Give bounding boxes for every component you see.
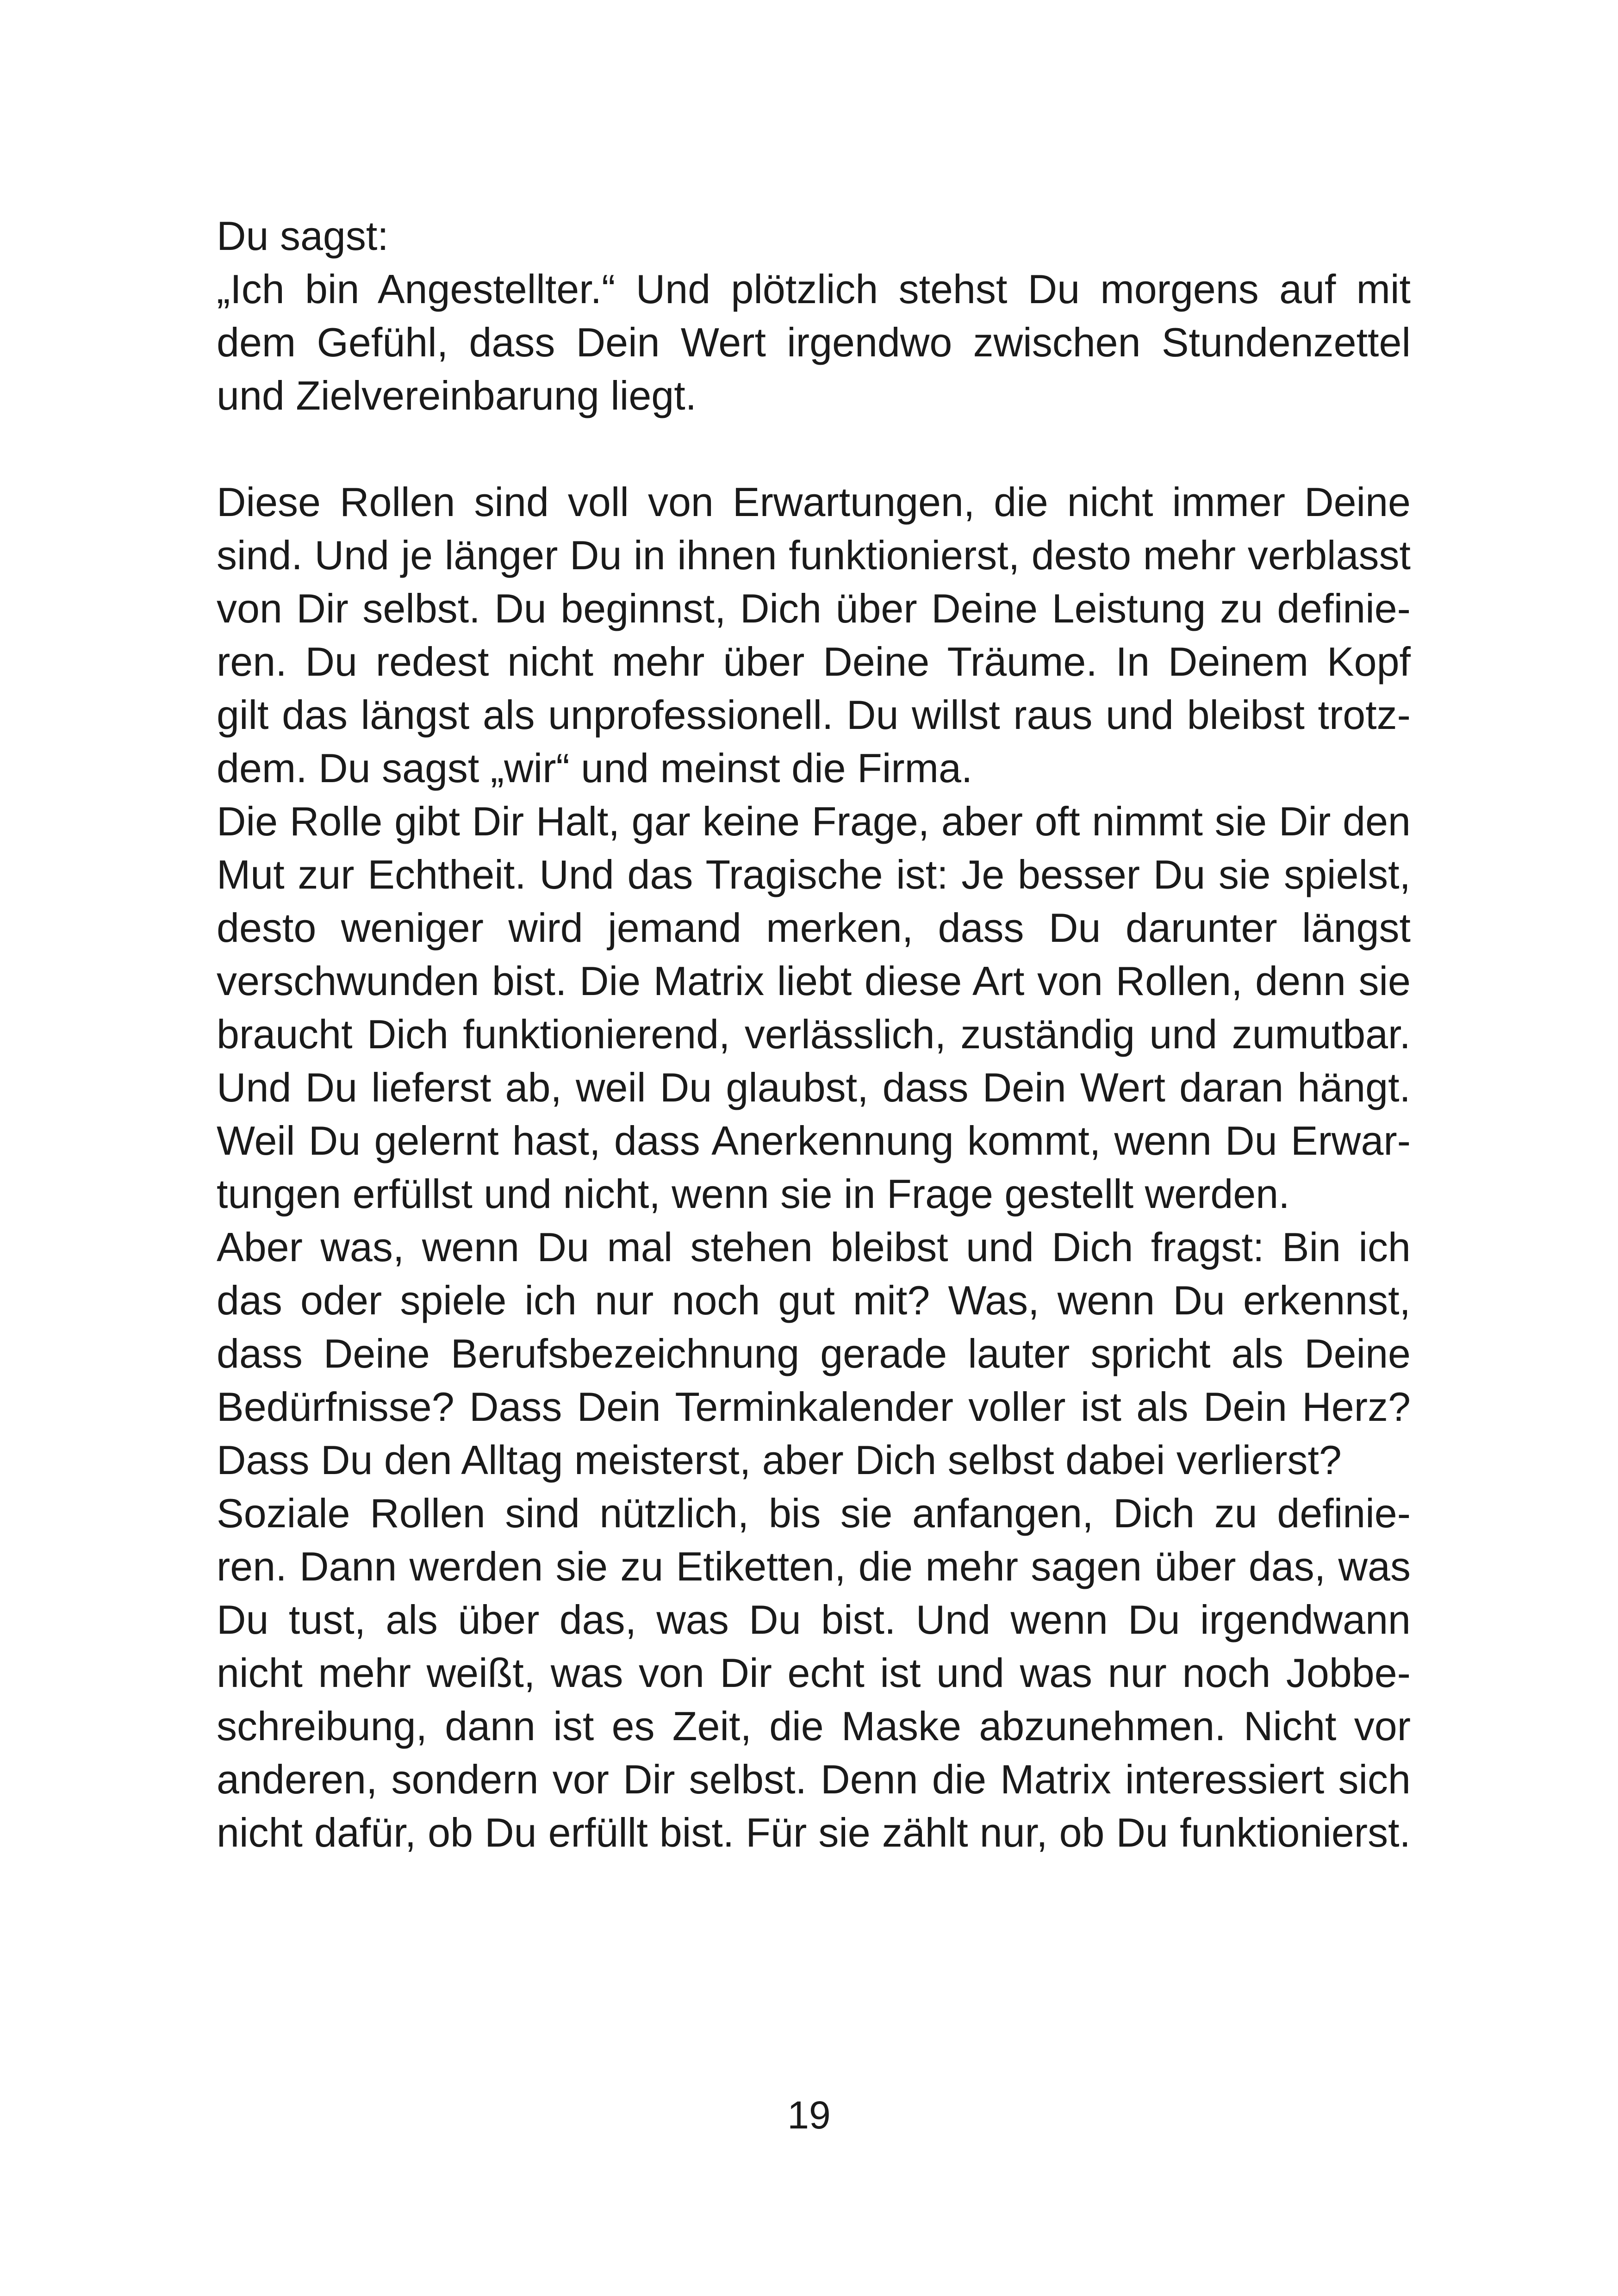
text-line: Diese Rollen sind voll von Erwartungen, die nicht immer Deine bbox=[217, 479, 1411, 525]
text-line: anderen, sondern vor Dir selbst. Denn die Matrix interessiert sich bbox=[217, 1756, 1411, 1802]
text-line: dass Deine Berufsbezeichnung gerade lauter spricht als Deine bbox=[217, 1331, 1411, 1376]
text-line: sind. Und je länger Du in ihnen funktionierst, desto mehr verblasst bbox=[217, 532, 1411, 578]
text-line: ren. Dann werden sie zu Etiketten, die mehr sagen über das, was bbox=[217, 1543, 1411, 1589]
paragraph-gap bbox=[217, 422, 1411, 475]
text-line: gilt das längst als unprofessionell. Du willst raus und bleibst trotz- bbox=[217, 692, 1411, 738]
text-line: tungen erfüllst und nicht, wenn sie in Frage gestellt werden. bbox=[217, 1171, 1290, 1217]
text-line: Aber was, wenn Du mal stehen bleibst und Dich fragst: Bin ich bbox=[217, 1224, 1411, 1270]
text-line: Du sagst: bbox=[217, 213, 389, 259]
text-line: dem Gefühl, dass Dein Wert irgendwo zwischen Stundenzettel bbox=[217, 319, 1411, 365]
text-line: desto weniger wird jemand merken, dass Du darunter längst bbox=[217, 905, 1411, 951]
text-line: schreibung, dann ist es Zeit, die Maske abzunehmen. Nicht vor bbox=[217, 1703, 1411, 1749]
text-line: Weil Du gelernt hast, dass Anerkennung kommt, wenn Du Erwar- bbox=[217, 1118, 1411, 1164]
text-line: Du tust, als über das, was Du bist. Und wenn Du irgendwann bbox=[217, 1597, 1411, 1643]
text-line: Und Du lieferst ab, weil Du glaubst, dass Dein Wert daran hängt. bbox=[217, 1064, 1411, 1110]
text-line: Dass Du den Alltag meisterst, aber Dich selbst dabei verlierst? bbox=[217, 1437, 1342, 1483]
text-line: dem. Du sagst „wir“ und meinst die Firma. bbox=[217, 745, 973, 791]
text-line: Mut zur Echtheit. Und das Tragische ist: Je besser Du sie spielst, bbox=[217, 852, 1411, 897]
text-line: von Dir selbst. Du beginnst, Dich über Deine Leistung zu definie- bbox=[217, 585, 1411, 631]
text-line: und Zielvereinbarung liegt. bbox=[217, 373, 697, 418]
paragraph bbox=[217, 209, 1411, 422]
paragraph bbox=[217, 475, 1411, 1859]
text-line: Soziale Rollen sind nützlich, bis sie anfangen, Dich zu definie- bbox=[217, 1490, 1411, 1536]
page-number: 19 bbox=[787, 2093, 831, 2137]
body-text bbox=[217, 209, 1411, 1859]
text-line: nicht mehr weißt, was von Dir echt ist und was nur noch Jobbe- bbox=[217, 1650, 1411, 1696]
text-line: ren. Du redest nicht mehr über Deine Träume. In Deinem Kopf bbox=[217, 639, 1411, 684]
text-line: das oder spiele ich nur noch gut mit? Was, wenn Du erkennst, bbox=[217, 1277, 1411, 1323]
text-line: Bedürfnisse? Dass Dein Terminkalender voller ist als Dein Herz? bbox=[217, 1384, 1411, 1430]
text-line: verschwunden bist. Die Matrix liebt diese Art von Rollen, denn sie bbox=[217, 958, 1411, 1004]
text-line: Die Rolle gibt Dir Halt, gar keine Frage, aber oft nimmt sie Dir den bbox=[217, 798, 1411, 844]
text-line: „Ich bin Angestellter.“ Und plötzlich stehst Du morgens auf mit bbox=[217, 266, 1411, 312]
text-line: nicht dafür, ob Du erfüllt bist. Für sie zählt nur, ob Du funktionierst. bbox=[217, 1810, 1411, 1855]
text-line: braucht Dich funktionierend, verlässlich, zuständig und zumutbar. bbox=[217, 1011, 1411, 1057]
